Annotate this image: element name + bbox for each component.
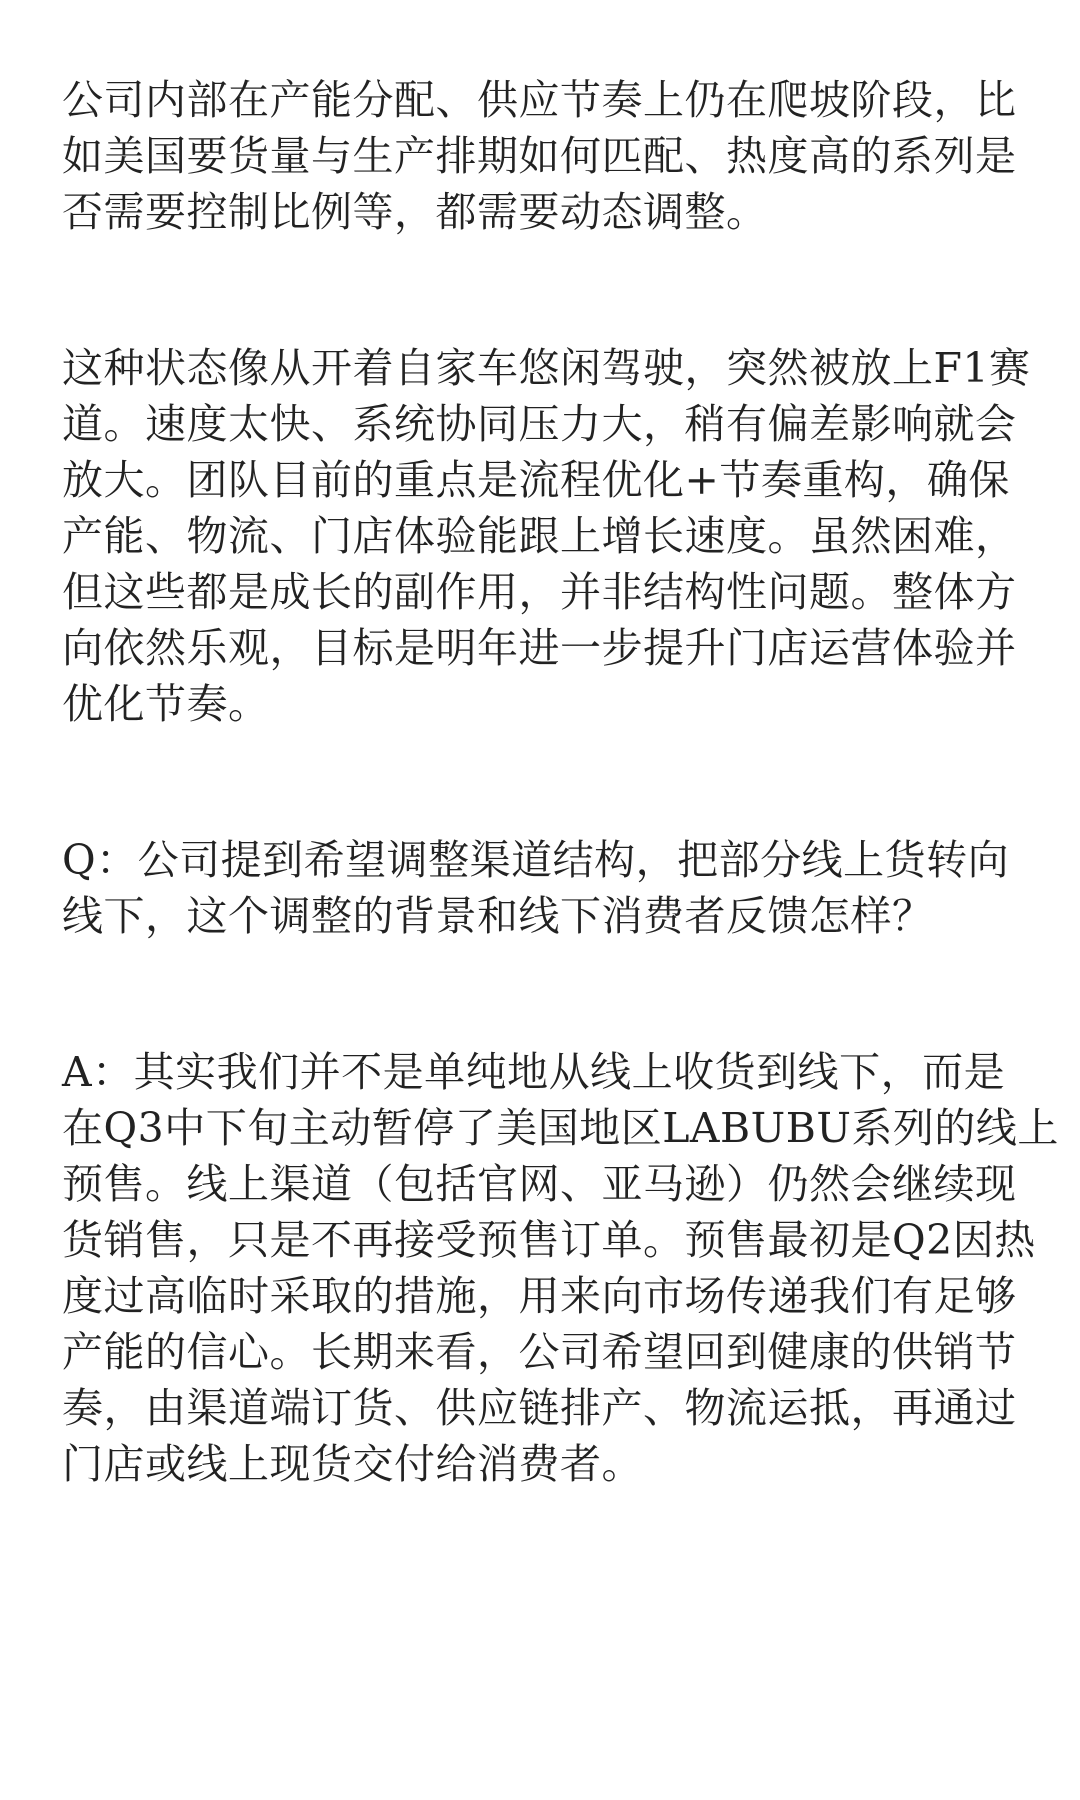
paragraph-question (62, 832, 1022, 944)
paragraph-answer (62, 1044, 1059, 1492)
text-line: A：其实我们并不是单纯地从线上收货到线下，而是 (62, 1048, 1006, 1096)
paragraph-spacer (62, 732, 1022, 832)
text-line: 预售。线上渠道（包括官网、亚马逊）仍然会继续现 (62, 1160, 1017, 1208)
paragraph-f1-analogy (62, 340, 1031, 732)
text-line: 优化节奏。 (62, 680, 270, 728)
text-line: 线下，这个调整的背景和线下消费者反馈怎样？ (62, 892, 934, 940)
text-line: 公司内部在产能分配、供应节奏上仍在爬坡阶段，比 (62, 76, 1017, 124)
text-line: 产能的信心。长期来看，公司希望回到健康的供销节 (62, 1328, 1017, 1376)
text-line: 门店或线上现货交付给消费者。 (62, 1440, 643, 1488)
text-line: 但这些都是成长的副作用，并非结构性问题。整体方 (62, 568, 1017, 616)
text-line: 这种状态像从开着自家车悠闲驾驶，突然被放上F1赛 (62, 344, 1031, 392)
text-line: 产能、物流、门店体验能跟上增长速度。虽然困难， (62, 512, 1017, 560)
text-line: 货销售，只是不再接受预售订单。预售最初是Q2因热 (62, 1216, 1036, 1264)
text-line: Q：公司提到希望调整渠道结构，把部分线上货转向 (62, 836, 1010, 884)
text-line: 放大。团队目前的重点是流程优化+节奏重构，确保 (62, 456, 1010, 504)
paragraph-capacity (62, 72, 1022, 240)
text-line: 在Q3中下旬主动暂停了美国地区LABUBU系列的线上 (62, 1104, 1059, 1152)
text-line: 向依然乐观，目标是明年进一步提升门店运营体验并 (62, 624, 1017, 672)
text-line: 否需要控制比例等，都需要动态调整。 (62, 188, 768, 236)
article-body (62, 72, 1059, 1492)
paragraph-spacer (62, 240, 1022, 340)
text-line: 道。速度太快、系统协同压力大，稍有偏差影响就会 (62, 400, 1017, 448)
paragraph-spacer (62, 944, 1022, 1044)
text-line: 如美国要货量与生产排期如何匹配、热度高的系列是 (62, 132, 1017, 180)
text-line: 度过高临时采取的措施，用来向市场传递我们有足够 (62, 1272, 1017, 1320)
text-line: 奏，由渠道端订货、供应链排产、物流运抵，再通过 (62, 1384, 1017, 1432)
